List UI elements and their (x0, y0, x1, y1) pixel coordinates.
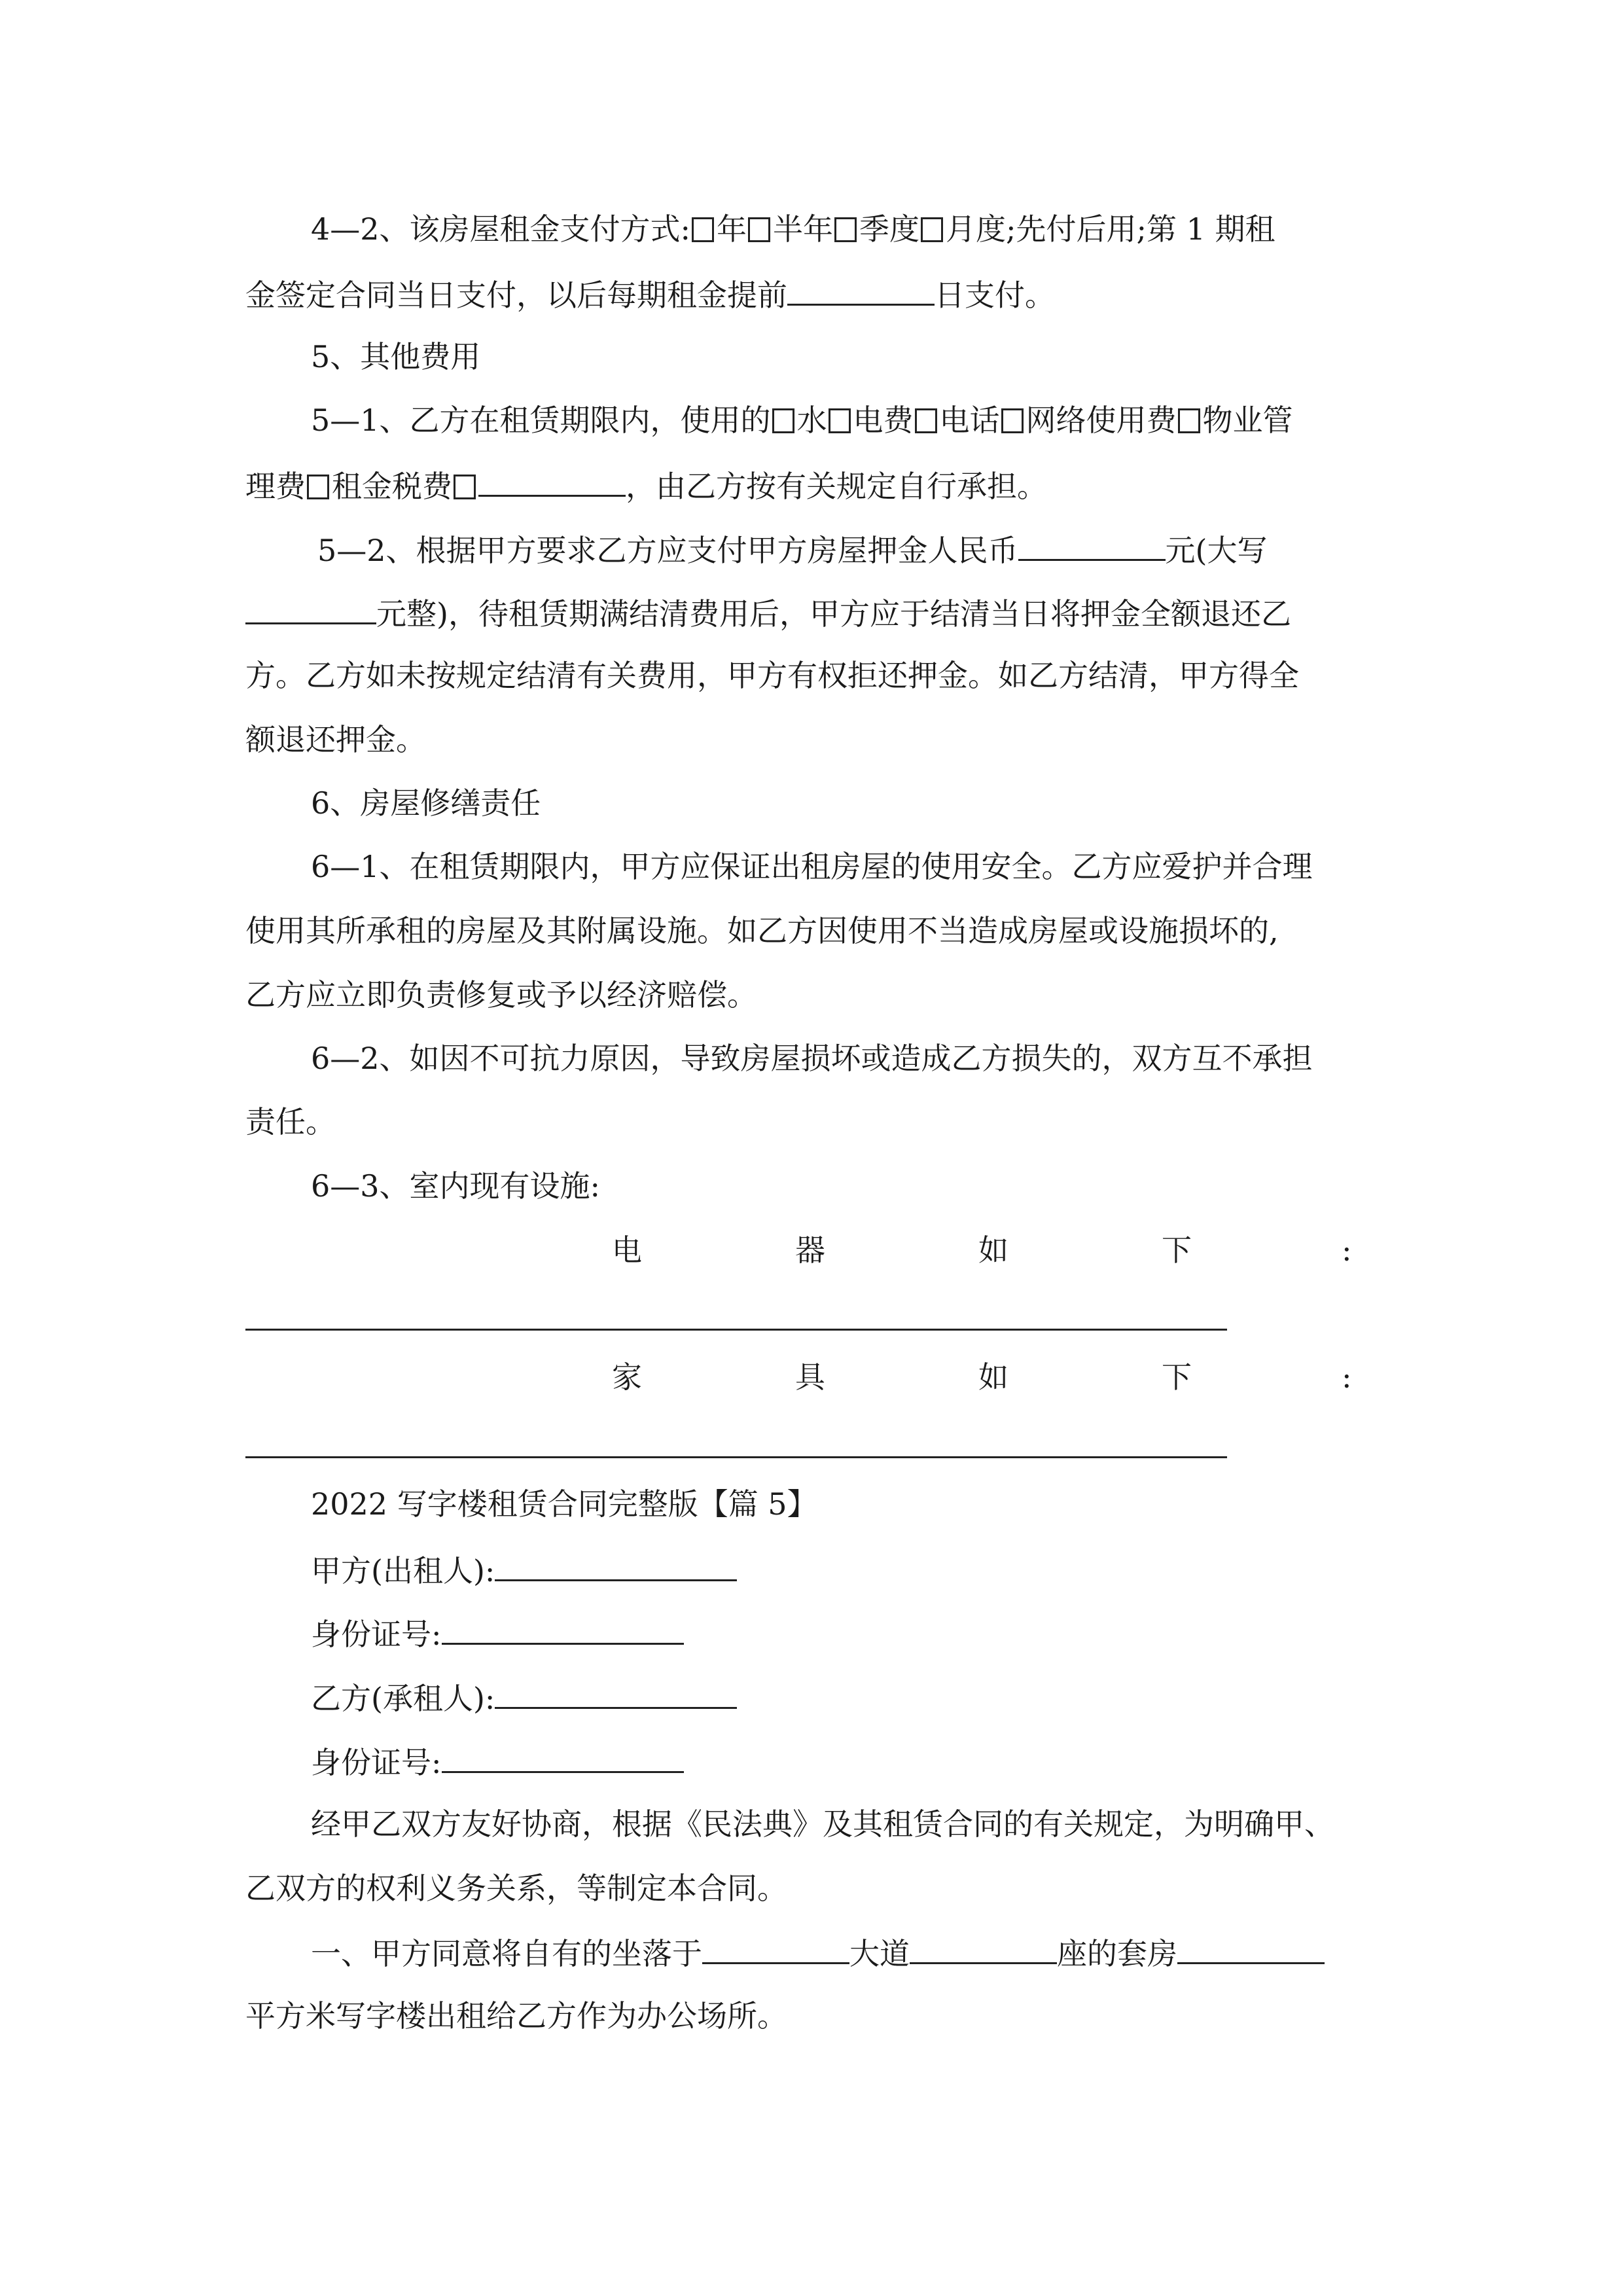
checkbox-property[interactable] (1178, 408, 1200, 433)
clause-6-2-line1: 6—2、如因不可抗力原因，导致房屋损坏或造成乙方损失的，双方互不承担 (311, 1041, 1313, 1076)
clause-6-3-heading: 6—3、室内现有设施: (311, 1168, 601, 1204)
checkbox-water[interactable] (772, 408, 794, 433)
contract-title: 2022 写字楼租赁合同完整版【篇 5】 (311, 1486, 817, 1522)
article-1-line1: 一、甲方同意将自有的坐落于 大道 座的套房 (311, 1932, 1325, 1973)
furniture-blank-line[interactable] (245, 1456, 1227, 1458)
appliances-blank-line[interactable] (245, 1329, 1227, 1331)
avenue-blank[interactable] (910, 1932, 1057, 1964)
deposit-uppercase-blank[interactable] (245, 592, 376, 624)
party-b-line: 乙方(承租人): (311, 1677, 737, 1718)
id-b-blank[interactable] (442, 1741, 684, 1773)
furniture-char-5: : (1342, 1359, 1352, 1395)
clause-5-2-line3: 方。乙方如未按规定结清有关费用，甲方有权拒还押金。如乙方结清，甲方得全 (245, 658, 1299, 693)
intro-line1: 经甲乙双方友好协商，根据《民法典》及其租赁合同的有关规定，为明确甲、 (311, 1806, 1334, 1842)
checkbox-internet[interactable] (1001, 408, 1024, 433)
appliances-char-5: : (1342, 1232, 1352, 1268)
checkbox-year[interactable] (692, 217, 714, 242)
id-a-blank[interactable] (442, 1613, 684, 1645)
checkbox-month[interactable] (921, 217, 943, 242)
clause-5-2-line4: 额退还押金。 (245, 722, 426, 757)
clause-6-1-line1: 6—1、在租赁期限内，甲方应保证出租房屋的使用安全。乙方应爱护并合理 (311, 849, 1313, 884)
furniture-char-2: 具 (795, 1359, 825, 1395)
furniture-char-1: 家 (612, 1359, 642, 1395)
furniture-char-3: 如 (978, 1359, 1008, 1395)
article-1-line2: 平方米写字楼出租给乙方作为办公场所。 (245, 1998, 787, 2034)
intro-line2: 乙双方的权利义务关系，等制定本合同。 (245, 1871, 787, 1906)
location-blank[interactable] (702, 1932, 849, 1964)
other-fee-blank[interactable] (478, 465, 626, 497)
checkbox-phone[interactable] (915, 408, 937, 433)
clause-6-1-line2: 使用其所承租的房屋及其附属设施。如乙方因使用不当造成房屋或设施损坏的, (245, 913, 1279, 948)
party-a-blank[interactable] (495, 1549, 737, 1581)
suite-blank[interactable] (1177, 1932, 1325, 1964)
furniture-char-4: 下 (1162, 1359, 1192, 1395)
id-a-line: 身份证号: (311, 1613, 684, 1654)
checkbox-electricity[interactable] (829, 408, 851, 433)
clause-5-2-line2: 元整)，待租赁期满结清费用后，甲方应于结清当日将押金全额退还乙 (245, 592, 1291, 634)
clause-5-2-line1: 5—2、根据甲方要求乙方应支付甲方房屋押金人民币 元(大写 (317, 529, 1268, 570)
checkbox-half-year[interactable] (748, 217, 770, 242)
checkbox-quarter[interactable] (834, 217, 857, 242)
appliances-char-3: 如 (978, 1232, 1008, 1268)
section-6-heading: 6、房屋修缮责任 (311, 785, 541, 821)
appliances-char-2: 器 (795, 1232, 825, 1268)
clause-6-1-line3: 乙方应立即负责修复或予以经济赔偿。 (245, 977, 757, 1013)
clause-5-1-line2: 理费 租金税费 ，由乙方按有关规定自行承担。 (245, 465, 1047, 506)
appliances-char-4: 下 (1162, 1232, 1192, 1268)
deposit-amount-blank[interactable] (1018, 529, 1166, 561)
checkbox-other[interactable] (454, 475, 476, 499)
clause-5-1-line1: 5—1、乙方在租赁期限内，使用的 水 电费 电话 网络使用费 物业管 (311, 403, 1293, 438)
clause-6-2-line2: 责任。 (245, 1104, 336, 1139)
clause-4-2-line1: 4—2、该房屋租金支付方式: 年 半年 季度 月度;先付后用;第 1 期租 (311, 211, 1275, 247)
party-a-line: 甲方(出租人): (311, 1549, 737, 1590)
id-b-line: 身份证号: (311, 1741, 684, 1782)
party-b-blank[interactable] (495, 1677, 737, 1709)
appliances-char-1: 电 (612, 1232, 642, 1268)
advance-days-blank[interactable] (787, 274, 935, 306)
checkbox-rent-tax[interactable] (307, 475, 329, 499)
clause-4-2-line2: 金签定合同当日支付，以后每期租金提前 日支付。 (245, 274, 1055, 315)
section-5-heading: 5、其他费用 (311, 339, 481, 374)
